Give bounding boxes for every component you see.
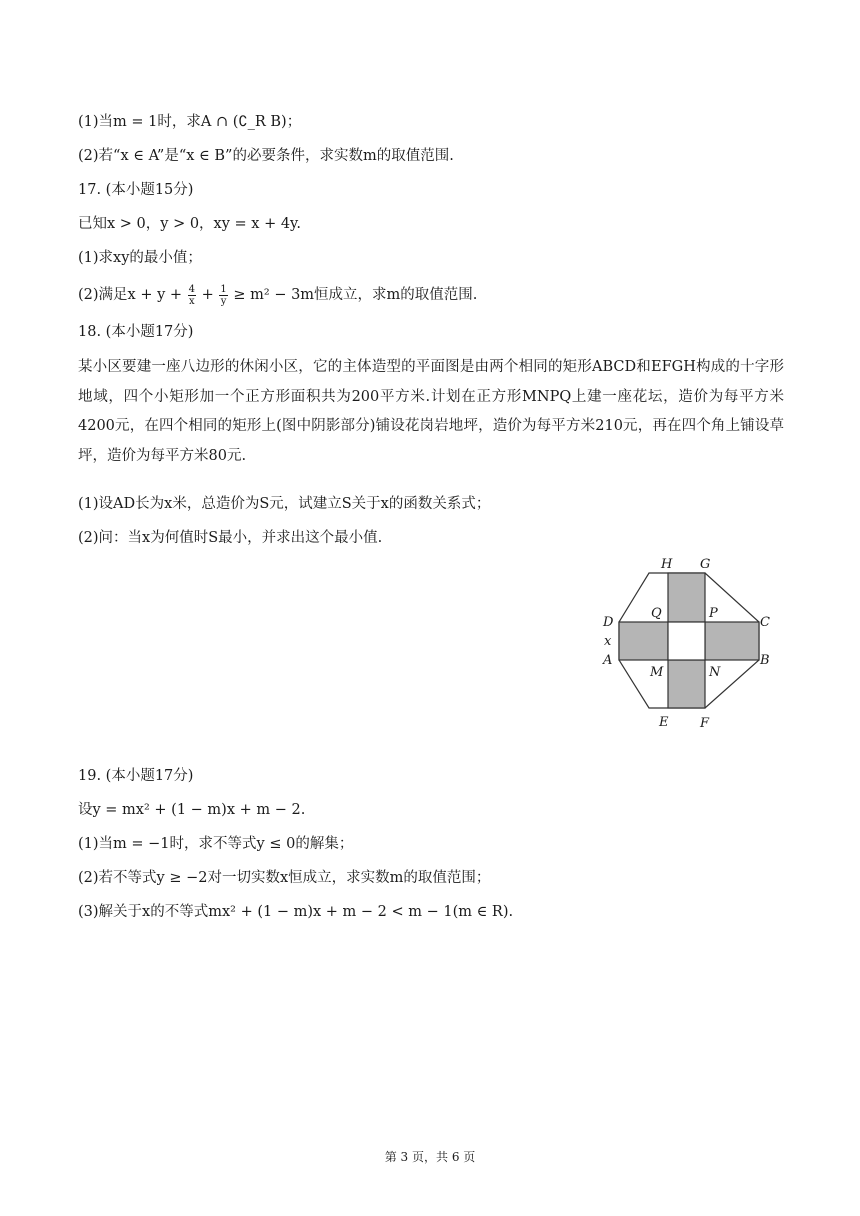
q19-part3: (3)解关于x的不等式mx² + (1 − m)x + m − 2 < m − 1(m ∈ R). [78,904,514,920]
label-P: P [709,606,718,621]
q18-part1: (1)设AD长为x米，总造价为S元，试建立S关于x的函数关系式； [78,496,491,512]
fraction-1-over-y: $\frac{1}{y}$ [220,283,227,307]
q18-body: 某小区要建一座八边形的休闲小区，它的主体造型的平面图是由两个相同的矩形ABCD和EFGH构成的十字形地域，四个小矩形加一个正方形面积共为200平方米.计划在正方形MNPQ上建一座花坛，造价为每平方米4200元，在四个相同的矩形上(图中阴影部分)铺设花岗岩地坪，造价为每平方米210元，再在四个角上铺设草坪，造价为每平方米80元. [78,359,784,464]
label-x: x [604,634,612,649]
arm-right [705,622,759,660]
label-A: A [603,653,613,668]
center-square-mnpq [668,622,705,660]
q18-heading: 18. (本小题17分) [78,324,194,340]
label-G: G [700,557,711,572]
label-D: D [603,615,614,630]
arm-bottom [668,660,705,708]
label-C: C [760,615,770,630]
q17-part2-post: ≥ m² − 3m恒成立，求m的取值范围. [228,287,478,303]
page-footer: 第 3 页，共 6 页 [384,1150,476,1164]
q18-part2: (2)问：当x为何值时S最小，并求出这个最小值. [78,530,383,546]
q19-heading: 19. (本小题17分) [78,768,194,784]
octagon-cross-figure [595,553,785,733]
label-F: F [700,716,710,731]
q17-given: 已知x > 0，y > 0，xy = x + 4y. [78,216,301,232]
fraction-4-over-x: $\frac{4}{x}$ [188,283,196,307]
q17-heading: 17. (本小题15分) [78,182,194,198]
arm-left [619,622,668,660]
q17-part1: (1)求xy的最小值； [78,250,202,266]
label-E: E [659,715,669,730]
arm-top [668,573,705,622]
q19-part2: (2)若不等式y ≥ −2对一切实数x恒成立，求实数m的取值范围； [78,870,491,886]
label-M: M [650,665,664,680]
q19-given: 设y = mx² + (1 − m)x + m − 2. [78,802,306,818]
label-N: N [709,665,721,680]
label-Q: Q [651,606,662,621]
q19-part1: (1)当m = −1时，求不等式y ≤ 0的解集； [78,836,354,852]
q16-part1: (1)当m = 1时，求A ∩ (∁_R B)； [78,114,302,130]
q17-part2: (2)满足x + y + $\frac{4}{x}$ + $\frac{1}{y}$ ≥ m² − 3m恒成立，求m的取值范围. [78,283,478,307]
q16-part2: (2)若“x ∈ A”是“x ∈ B”的必要条件，求实数m的取值范围. [78,148,454,164]
q17-part2-pre: (2)满足x + y + [78,287,187,303]
label-B: B [760,653,770,668]
label-H: H [661,557,673,572]
